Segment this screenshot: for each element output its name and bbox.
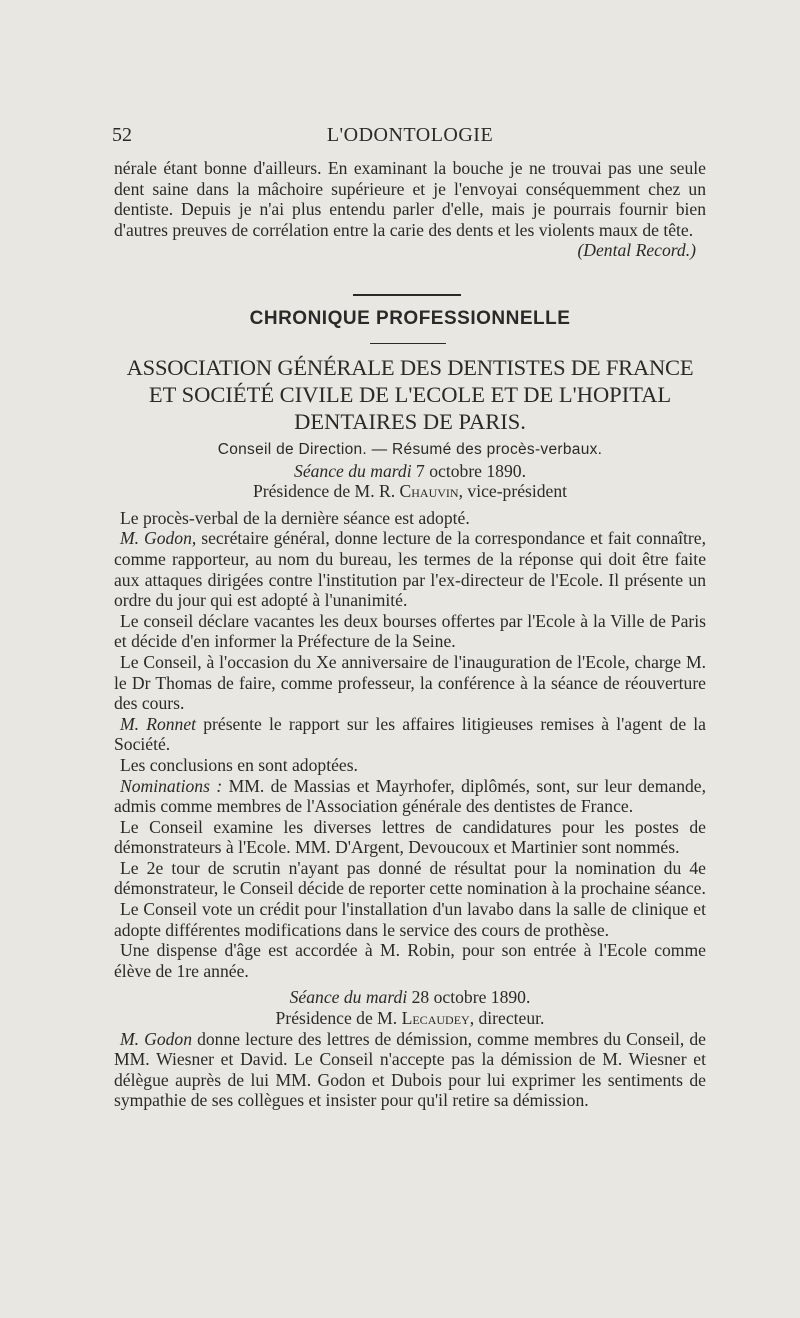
session-1 [114, 440, 706, 1111]
paragraph-lead: M. Godon [120, 1028, 193, 1049]
paragraph-text: , secrétaire général, donne lecture de la correspondance et fait connaître, comme rapporteur, au nom du bureau, les termes de la réponse qui doit être faite aux attaques dirigées contre l'institution par l'ex-directeur de l'Ecole. Il présente un ordre du jour qui est adopté à l'unanimité. [114, 528, 706, 611]
paragraph-text: présente le rapport sur les affaires litigieuses remises à l'agent de la Société. [114, 713, 706, 755]
paragraph [114, 776, 706, 817]
association-line-2: ET SOCIÉTÉ CIVILE DE L'ECOLE ET DE L'HOPITAL [148, 382, 672, 407]
association-line-1: ASSOCIATION GÉNÉRALE DES DENTISTES DE FRANCE [126, 355, 694, 380]
paragraph [114, 858, 706, 899]
intro-source: (Dental Record.) [577, 240, 696, 261]
paragraph [114, 652, 706, 714]
divider-rule-top [353, 294, 461, 296]
presidence-name: Lecaudey [401, 1008, 470, 1029]
paragraph [114, 940, 706, 981]
paragraph-text: Le Conseil, à l'occasion du Xe anniversaire de l'inauguration de l'Ecole, charge M. le Dr Thomas de faire, comme professeur, la conférence à la séance de réouverture des cours. [114, 651, 706, 714]
presidence-prefix: Présidence de M. [275, 1008, 402, 1029]
paragraph-text: donne lecture des lettres de démission, comme membres du Conseil, de MM. Wiesner et David. Le Conseil n'accepte pas la démission de M. Wiesner et délègue auprès de lui MM. Godon et Dubois pour lui exprimer les sentiments de sympathie de ses collègues et insister pour qu'il retire sa démission. [114, 1028, 706, 1111]
running-title: L'ODONTOLOGIE [326, 124, 494, 146]
presidence-suffix: , directeur. [469, 1008, 545, 1029]
paragraph-text: Le conseil déclare vacantes les deux bourses offertes par l'Ecole à la Ville de Paris et décide d'en informer la Préfecture de la Seine. [114, 610, 706, 652]
paragraph [114, 508, 706, 529]
paragraph-text: MM. de Massias et Mayrhofer, diplômés, sont, sur leur demande, admis comme membres de l'Association générale des dentistes de France. [114, 775, 706, 817]
paragraph-lead: M. Godon [120, 528, 192, 549]
session-1-presidence [114, 481, 706, 502]
paragraph-lead: Nominations : [120, 775, 223, 796]
subtitle: Conseil de Direction. — Résumé des procès-verbaux. [217, 441, 603, 458]
session-1-date-label: Séance du mardi [294, 460, 412, 481]
divider-rule-small [370, 343, 446, 344]
page-header [112, 124, 708, 148]
intro-paragraph: nérale étant bonne d'ailleurs. En examinant la bouche je ne trouvai pas une seule dent saine dans la mâchoire supérieure et je l'envoyai conséquemment chez un dentiste. Depuis je n'ai plus entendu parler d'elle, mais je pourrais fournir bien d'autres preuves de corrélation entre la carie des dents et les violents maux de tête. [114, 158, 706, 240]
paragraph [114, 611, 706, 652]
association-line-3: DENTAIRES DE PARIS. [294, 409, 526, 434]
paragraph-text: Le Conseil vote un crédit pour l'installation d'un lavabo dans la salle de clinique et adopte différentes modifications dans le service des cours de prothèse. [114, 899, 706, 940]
paragraph-lead: M. Ronnet [120, 713, 197, 734]
paragraph [114, 1029, 706, 1111]
session-1-date [114, 461, 706, 482]
paragraph-text: Le procès-verbal de la dernière séance est adopté. [120, 507, 470, 528]
session-1-date-value: 7 octobre 1890. [416, 460, 526, 481]
intro-block [114, 158, 706, 261]
session-2-date-value: 28 octobre 1890. [411, 987, 531, 1008]
presidence-name: Chauvin [399, 481, 459, 502]
paragraph [114, 899, 706, 940]
paragraph-text: Le 2e tour de scrutin n'ayant pas donné de résultat pour la nomination du 4e démonstrateur, le Conseil décide de reporter cette nomination à la prochaine séance. [114, 857, 706, 899]
session-2-date [114, 987, 706, 1008]
section-title: CHRONIQUE PROFESSIONNELLE [249, 308, 571, 329]
paragraph [114, 714, 706, 755]
paragraph-text: Le Conseil examine les diverses lettres de candidatures pour les postes de démonstrateurs à l'Ecole. MM. D'Argent, Devoucoux et Martinier sont nommés. [114, 816, 706, 858]
session-2-presidence [114, 1008, 706, 1029]
session-2-date-label: Séance du mardi [289, 987, 408, 1008]
paragraph-text: Une dispense d'âge est accordée à M. Robin, pour son entrée à l'Ecole comme élève de 1re année. [114, 940, 706, 981]
presidence-suffix: , vice-président [458, 481, 568, 502]
presidence-prefix: Présidence de M. R. [252, 481, 400, 502]
association-heading [114, 354, 706, 435]
paragraph [114, 528, 706, 610]
paragraph-text: Les conclusions en sont adoptées. [120, 754, 358, 775]
page-number: 52 [112, 124, 132, 146]
paragraph [114, 817, 706, 858]
paragraph [114, 755, 706, 776]
